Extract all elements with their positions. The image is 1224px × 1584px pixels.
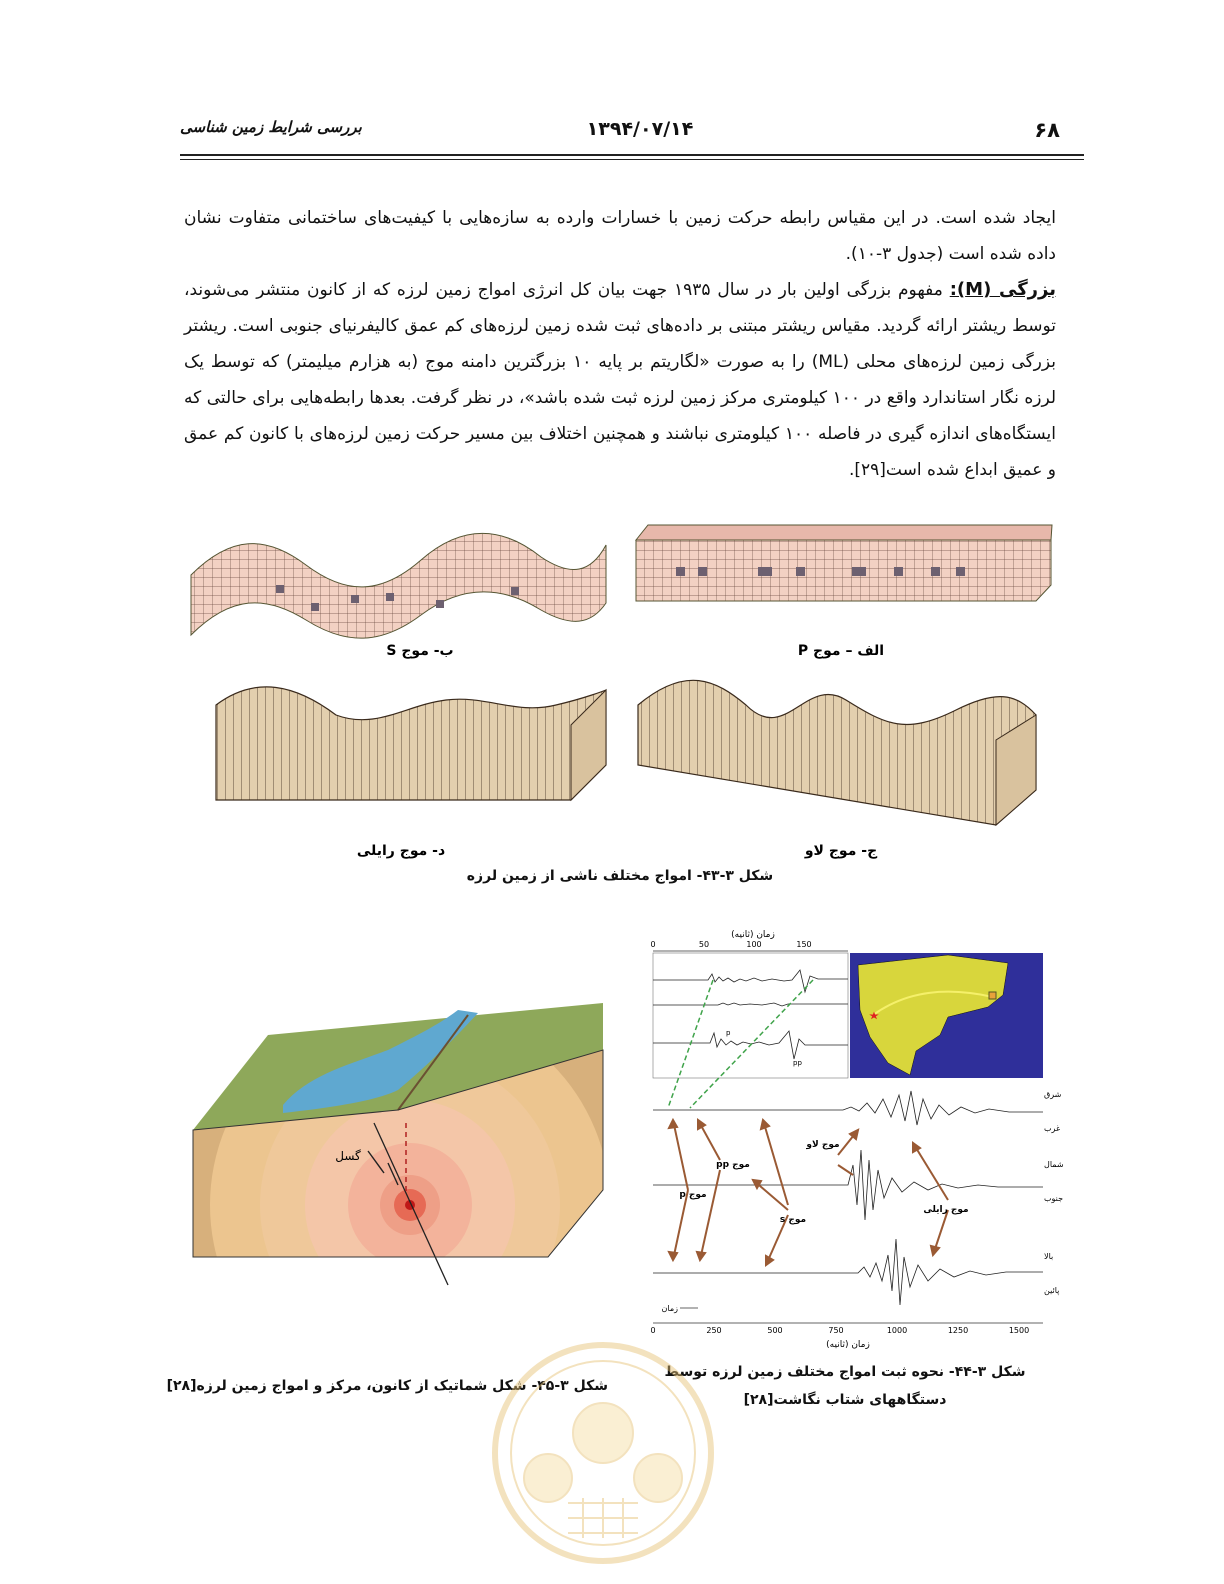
top-trace-panel	[653, 953, 848, 1078]
channel-label: غرب	[1044, 1124, 1061, 1133]
paragraph-text: مفهوم بزرگی اولین بار در سال ۱۹۳۵ جهت بیان کل انرژی امواج زمین لرزه که از کانون منتشر می‌شوند، توسط ریشتر ارائه گردید. مقیاس ریشتر مبتنی بر داده‌های ثبت شده زمین لرزه‌های کم عمق کالیفرنیای جنوبی است. ریشتر بزرگی زمین لرزه‌های محلی (ML) را به صورت «لگاریتم بر پایه ۱۰ بزرگترین دامنه موج (به هزارم میلیمتر) که توسط یک لرزه نگار استاندارد واقع در ۱۰۰ کیلومتری مرکز زمین لرزه ثبت شده باشد»، در نظر گرفت. بعدها رابطه‌هایی برای حالتی که ایستگاه‌های اندازه گیری در فاصله ۱۰۰ کیلومتری نباشند و همچنین اختلاف بین مسیر حرکت زمین لرزه‌های با کانون کم عمق و عمیق ابداع شده است[۲۹].	[184, 280, 1056, 480]
figure44-caption-line1: شکل ۳-۴۴- نحوه ثبت امواج مختلف زمین لرزه توسط	[664, 1364, 1026, 1380]
bottom-tick: 250	[706, 1326, 722, 1335]
channel-label: شرق	[1044, 1090, 1062, 1099]
figure-seismic-waves	[186, 515, 1066, 860]
top-tick: 0	[650, 940, 656, 949]
paragraph	[184, 272, 1056, 488]
figure-seismograms	[648, 925, 1064, 1350]
bottom-tick: 0	[650, 1326, 656, 1335]
channel-label: بالا	[1044, 1252, 1054, 1261]
page-number: ۶۸	[1034, 118, 1060, 142]
figure45-caption: شکل ۳-۴۵- شکل شماتیک از کانون، مرکز و امواج زمین لرزه[۲۸]	[166, 1378, 608, 1394]
body-text	[184, 200, 1056, 488]
top-axis-title: زمان (ثانیه)	[731, 930, 775, 940]
bottom-tick: 1500	[1008, 1326, 1030, 1335]
time-arrow-label: زمان	[661, 1304, 678, 1313]
figure43-caption: شکل ۳-۴۳- امواج مختلف ناشی از زمین لرزه	[466, 868, 774, 884]
channel-label: شمال	[1044, 1160, 1064, 1169]
top-tick: 100	[746, 940, 762, 949]
fault-label: گسل	[335, 1149, 361, 1163]
bottom-tick: 1000	[886, 1326, 908, 1335]
love-wave-block	[638, 680, 1036, 825]
wave-love-label: موج لاو	[806, 1140, 840, 1150]
wave-pp-label: موج pp	[716, 1160, 750, 1170]
top-tick: 50	[698, 940, 710, 949]
top-tick: 150	[796, 940, 812, 949]
watermark-seal	[488, 1338, 718, 1568]
rayleigh-wave-block	[216, 687, 606, 800]
s-wave-block	[191, 533, 606, 638]
label-p-wave: الف – موج P	[797, 643, 885, 659]
wave-p-label: موج p	[679, 1190, 707, 1200]
header-title: بررسی شرایط زمین شناسی	[180, 118, 362, 136]
p-wave-block	[636, 525, 1052, 601]
figure-focus-diagram	[188, 995, 608, 1265]
bottom-tick: 1250	[947, 1326, 969, 1335]
bottom-tick: 750	[828, 1326, 844, 1335]
pp-phase-label: pp	[793, 1059, 802, 1067]
label-rayleigh-wave: د- موج رایلی	[356, 843, 446, 859]
header-date: ۱۳۹۴/۰۷/۱۴	[586, 118, 694, 140]
label-love-wave: ج- موج لاو	[804, 843, 878, 859]
figure44-caption-line2: دستگاههای شتاب نگاشت[۲۸]	[743, 1392, 947, 1408]
label-s-wave: ب- موج S	[386, 643, 454, 659]
channel-label: پائین	[1044, 1286, 1060, 1295]
term-magnitude: بزرگی (M):	[949, 279, 1056, 300]
paragraph: ایجاد شده است. در این مقیاس رابطه حرکت زمین با خسارات وارده به سازه‌هایی با کیفیت‌های ساختمانی متفاوت نشان داده شده است (جدول ۳-۱۰).	[184, 208, 1056, 264]
bottom-axis-title: زمان (ثانیه)	[826, 1340, 870, 1350]
channel-label: جنوب	[1044, 1194, 1064, 1203]
header-rule	[180, 154, 1084, 156]
wave-s-label: موج s	[779, 1215, 807, 1225]
world-map	[850, 953, 1043, 1078]
wave-rayleigh-label: موج رایلی	[923, 1205, 969, 1215]
bottom-tick: 500	[767, 1326, 783, 1335]
bottom-traces	[653, 1091, 1043, 1305]
p-phase-label: p	[726, 1029, 731, 1037]
header-rule-thin	[180, 159, 1084, 160]
